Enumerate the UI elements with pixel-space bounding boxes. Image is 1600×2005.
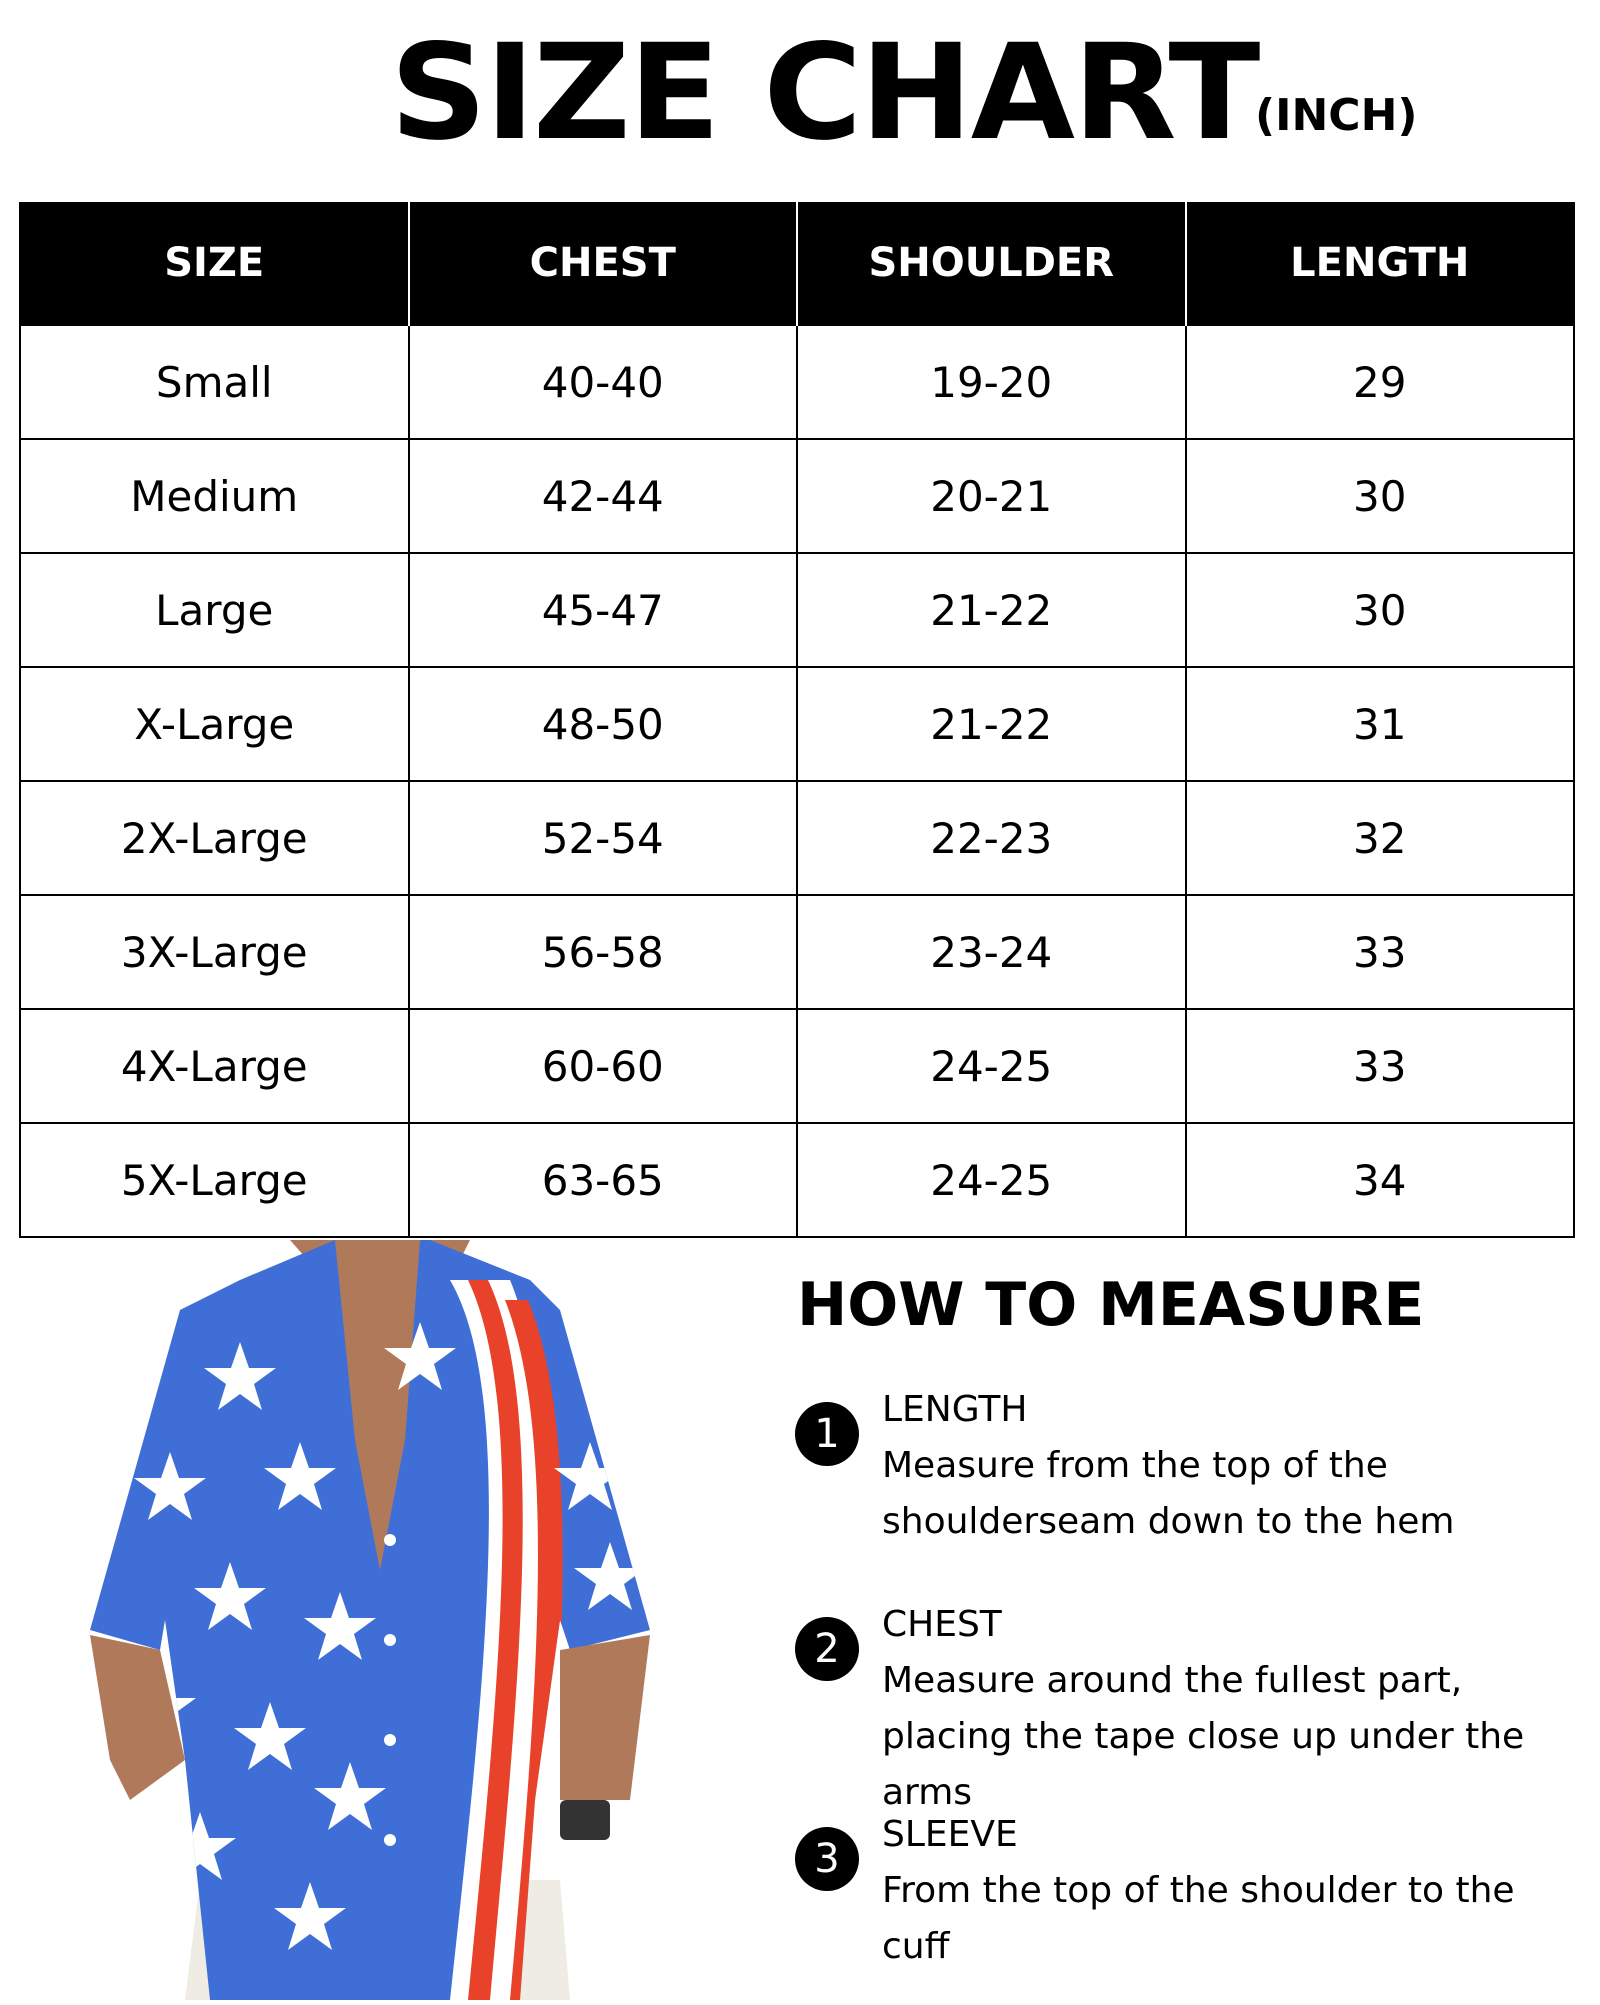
cell-size: 4X-Large xyxy=(20,1009,409,1123)
measure-step-chest xyxy=(795,1603,1585,1813)
cell-size: Medium xyxy=(20,439,409,553)
step-number-badge: 3 xyxy=(795,1827,859,1891)
header xyxy=(0,16,1600,170)
cell-size: 2X-Large xyxy=(20,781,409,895)
cell-shoulder: 21-22 xyxy=(797,667,1186,781)
cell-size: Large xyxy=(20,553,409,667)
cell-chest: 60-60 xyxy=(409,1009,798,1123)
cell-length: 29 xyxy=(1186,325,1575,439)
cell-size: 3X-Large xyxy=(20,895,409,1009)
step-number-badge: 1 xyxy=(795,1402,859,1466)
cell-shoulder: 19-20 xyxy=(797,325,1186,439)
table-row xyxy=(20,667,1574,781)
table-row xyxy=(20,325,1574,439)
cell-shoulder: 23-24 xyxy=(797,895,1186,1009)
product-photo xyxy=(90,1240,690,2000)
table-row xyxy=(20,895,1574,1009)
cell-length: 33 xyxy=(1186,895,1575,1009)
table-row xyxy=(20,1009,1574,1123)
cell-length: 34 xyxy=(1186,1123,1575,1237)
unit-label: (INCH) xyxy=(1255,90,1418,141)
cell-shoulder: 21-22 xyxy=(797,553,1186,667)
shirt xyxy=(90,1240,690,2000)
cell-shoulder: 22-23 xyxy=(797,781,1186,895)
column-header-size: SIZE xyxy=(20,202,409,325)
cell-chest: 52-54 xyxy=(409,781,798,895)
cell-length: 30 xyxy=(1186,553,1575,667)
measure-step-length xyxy=(795,1388,1585,1548)
cell-length: 32 xyxy=(1186,781,1575,895)
cell-length: 33 xyxy=(1186,1009,1575,1123)
column-header-length: LENGTH xyxy=(1186,202,1575,325)
table-row xyxy=(20,439,1574,553)
step-description: From the top of the shoulder to the cuff xyxy=(882,1870,1515,1967)
size-table xyxy=(19,202,1575,1238)
cell-shoulder: 24-25 xyxy=(797,1009,1186,1123)
cell-size: X-Large xyxy=(20,667,409,781)
cell-size: Small xyxy=(20,325,409,439)
step-label: SLEEVE xyxy=(882,1814,1018,1855)
step-description: Measure from the top of the shoulderseam down to the hem xyxy=(882,1445,1455,1542)
step-description: Measure around the fullest part, placing the tape close up under the arms xyxy=(882,1660,1525,1813)
cell-chest: 40-40 xyxy=(409,325,798,439)
measure-step-sleeve xyxy=(795,1813,1585,1967)
step-label: CHEST xyxy=(882,1604,1002,1645)
how-to-measure-title: HOW TO MEASURE xyxy=(797,1270,1425,1340)
column-header-chest: CHEST xyxy=(409,202,798,325)
step-label: LENGTH xyxy=(882,1389,1028,1430)
table-row xyxy=(20,781,1574,895)
cell-shoulder: 20-21 xyxy=(797,439,1186,553)
cell-length: 30 xyxy=(1186,439,1575,553)
cell-chest: 56-58 xyxy=(409,895,798,1009)
shirt-illustration xyxy=(90,1240,690,2000)
cell-chest: 42-44 xyxy=(409,439,798,553)
cell-chest: 63-65 xyxy=(409,1123,798,1237)
cell-size: 5X-Large xyxy=(20,1123,409,1237)
cell-chest: 45-47 xyxy=(409,553,798,667)
table-row xyxy=(20,553,1574,667)
column-header-shoulder: SHOULDER xyxy=(797,202,1186,325)
cell-shoulder: 24-25 xyxy=(797,1123,1186,1237)
cell-chest: 48-50 xyxy=(409,667,798,781)
step-number-badge: 2 xyxy=(795,1617,859,1681)
watch xyxy=(560,1800,610,1840)
table-header-row xyxy=(20,202,1574,325)
page-title: SIZE CHART xyxy=(390,16,1259,170)
table-row xyxy=(20,1123,1574,1237)
cell-length: 31 xyxy=(1186,667,1575,781)
